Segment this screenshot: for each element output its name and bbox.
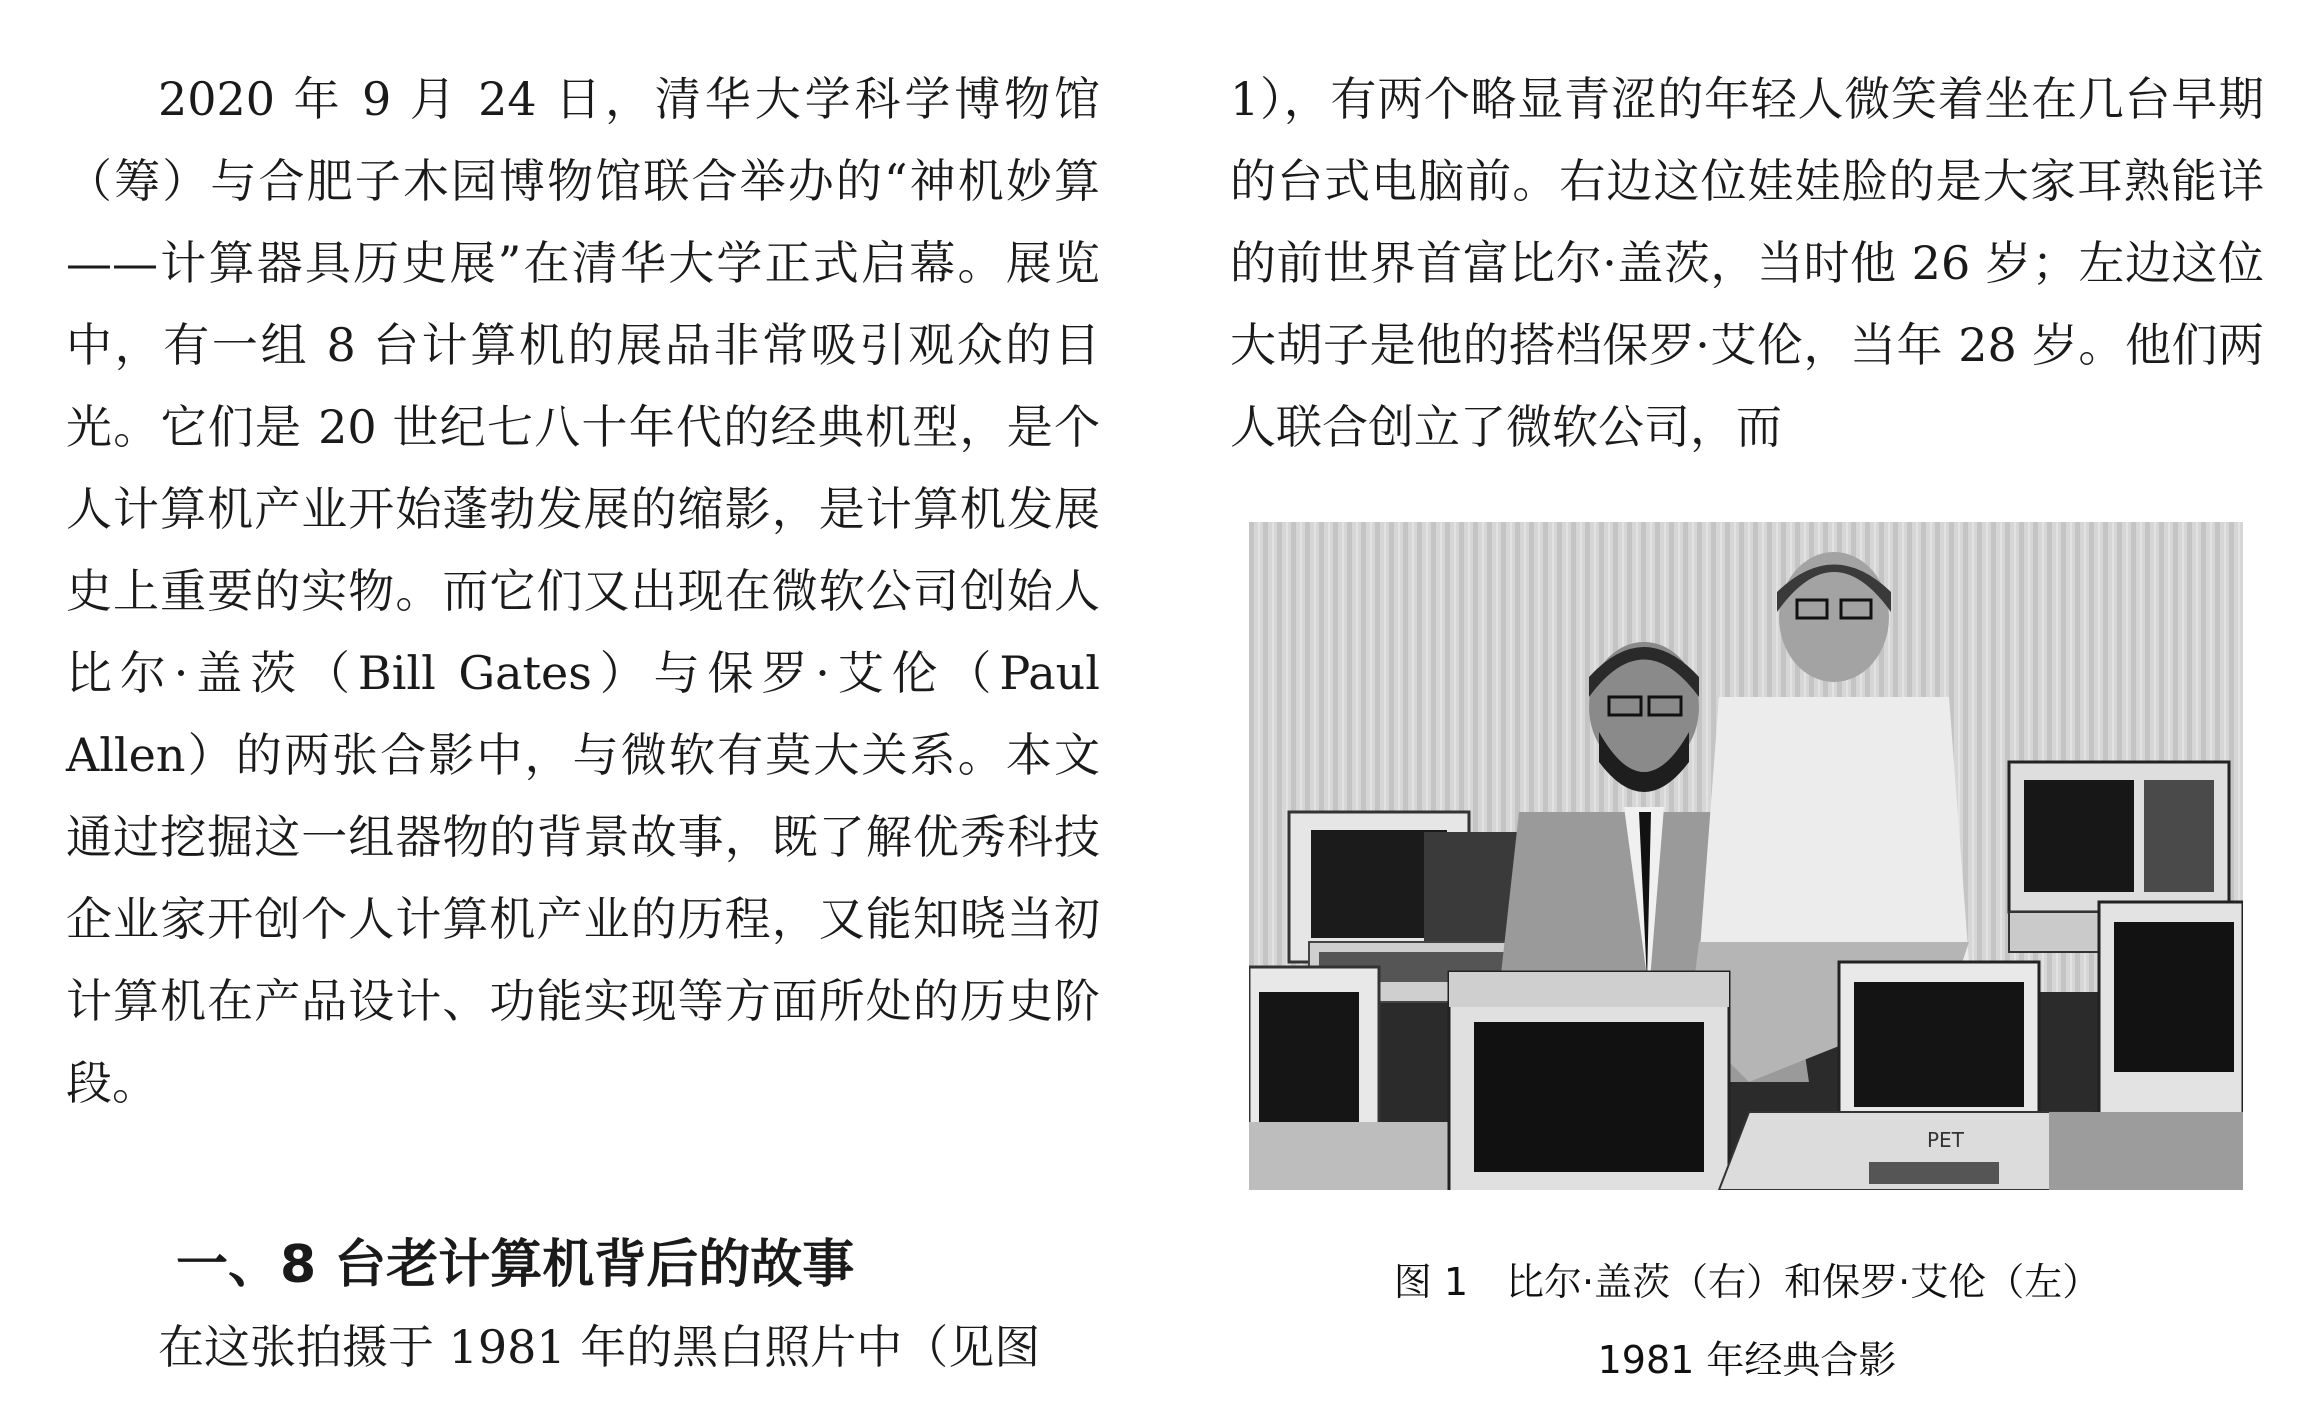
figure-photo bbox=[1249, 522, 2243, 1190]
figure-caption-line-2: 1981 年经典合影 bbox=[1597, 1338, 1897, 1382]
section-paragraph-text: 在这张拍摄于 1981 年的黑白照片中（见图 bbox=[158, 1320, 1041, 1374]
intro-paragraph: 2020 年 9 月 24 日，清华大学科学博物馆（筹）与合肥子木园博物馆联合举办的“神机妙算——计算器具历史展”在清华大学正式启幕。展览中，有一组 8 台计算机的展品非常吸引观众的目光。它们是 20 世纪七八十年代的经典机型，是个人计算机产业开始蓬勃发展的缩影，是计算机发展史上重要的实物。而它们又出现在微软公司创始人比尔·盖茨（Bill Gates）与保罗·艾伦（Paul Allen）的两张合影中，与微软有莫大关系。本文通过挖掘这一组器物的背景故事，既了解优秀科技企业家开创个人计算机产业的历程，又能知晓当初计算机在产品设计、功能实现等方面所处的历史阶段。 bbox=[66, 72, 1100, 1110]
section-paragraph-start bbox=[66, 1306, 1100, 1388]
section-paragraph-continued: 1），有两个略显青涩的年轻人微笑着坐在几台早期的台式电脑前。右边这位娃娃脸的是大家耳熟能详的前世界首富比尔·盖茨，当时他 26 岁；左边这位大胡子是他的搭档保罗·艾伦，当年 28 岁。他们两人联合创立了微软公司，而 bbox=[1230, 72, 2264, 454]
left-column bbox=[66, 58, 1100, 1124]
figure-caption-line-1: 图 1 比尔·盖茨（右）和保罗·艾伦（左） bbox=[1393, 1260, 2101, 1304]
right-column bbox=[1230, 58, 2264, 468]
section-heading: 一、8 台老计算机背后的故事 bbox=[176, 1235, 855, 1295]
pet-label: PET bbox=[1927, 1128, 1964, 1152]
photo-illustration bbox=[1249, 522, 2243, 1190]
computer-center bbox=[1449, 972, 1729, 1190]
